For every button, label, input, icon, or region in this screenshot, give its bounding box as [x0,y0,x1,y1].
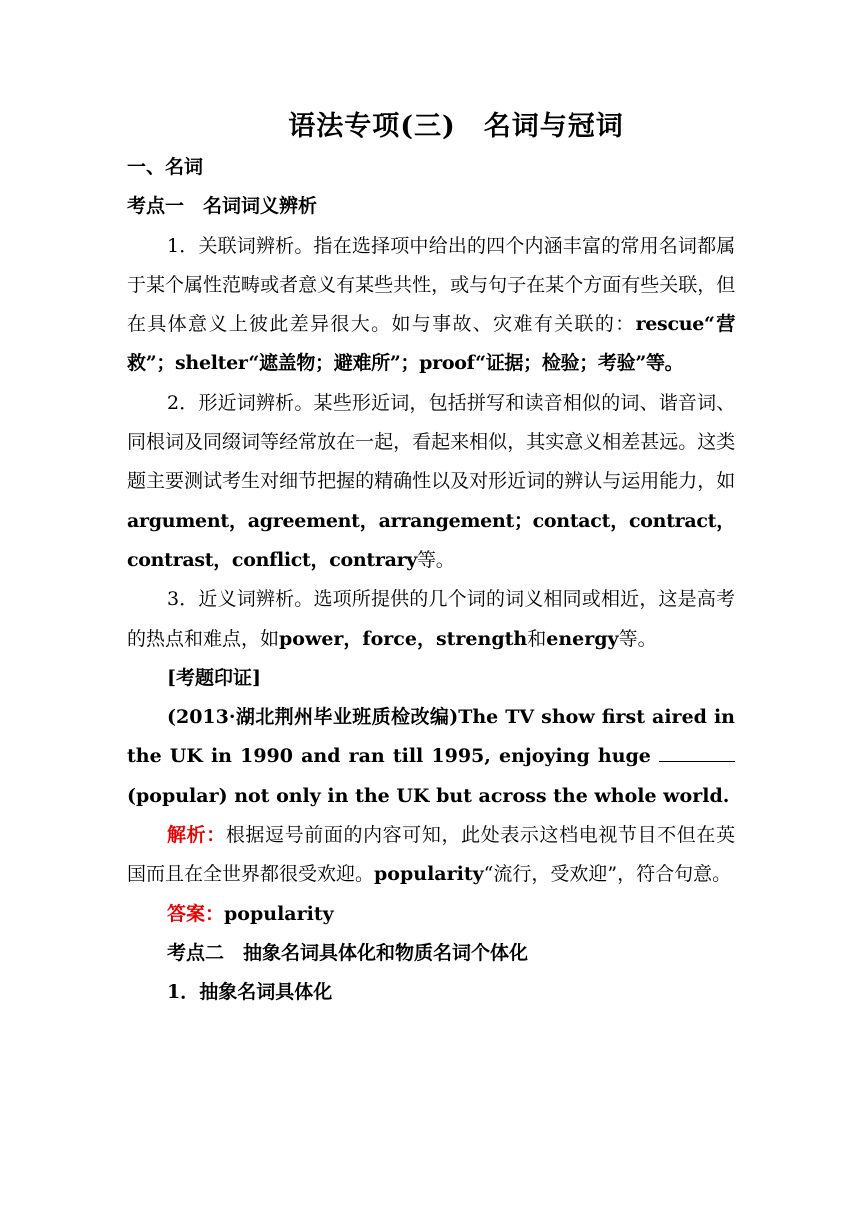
analysis-paragraph [127,816,735,895]
synonyms-and: 和 [527,627,547,650]
similar-form-examples-2: contrast，conflict，contrary [127,548,418,571]
answer-blank [659,747,735,762]
paragraph-similar-form-words [127,384,735,580]
question-text-1: (2013·湖北荆州毕业班质检改编)The TV show first aired in the UK in 1990 and ran till 1995, enjoying huge [127,706,735,768]
synonyms-end: 等。 [618,627,657,650]
subheading-abstract-nouns: 1．抽象名词具体化 [167,981,333,1004]
paragraph-synonyms [127,580,735,659]
section-heading-nouns: 一、名词 [127,156,204,178]
synonyms-examples: power，force，strength [279,627,528,650]
analysis-text-1: 根据逗号前面的内容可知，此处表示这档电视节目不但在英国而且在全世界都很受欢迎。 [127,824,735,886]
question-text-2: (popular) not only in the UK but across the whole world. [127,784,730,807]
paragraph-related-words [127,227,735,384]
answer-paragraph [127,895,735,934]
point-two-heading: 考点二 抽象名词具体化和物质名词个体化 [167,941,529,964]
document-body [127,148,735,1013]
exam-question [127,698,735,816]
answer-value: popularity [224,902,334,925]
answer-label: 答案： [167,902,225,925]
similar-form-examples-1: argument，agreement，arrangement；contact，contract， [127,509,735,532]
page-title: 语法专项(三) 名词与冠词 [288,111,624,142]
synonyms-text: 3．近义词辨析。选项所提供的几个词的词义相同或相近，这是高考的热点和难点，如 [127,588,735,650]
exam-label: [考题印证] [167,666,261,689]
related-words-examples: rescue“营救”；shelter“遮盖物；避难所”；proof“证据；检验；考验”等。 [127,313,736,375]
point-one-heading: 考点一 名词词义辨析 [127,195,318,218]
analysis-word: popularity [374,863,484,886]
similar-form-end: 等。 [417,548,455,571]
related-words-text: 1．关联词辨析。指在选择项中给出的四个内涵丰富的常用名词都属于某个属性范畴或者意义有某些共性，或与句子在某个方面有些关联，但在具体意义上彼此差异很大。如与事故、灾难有关联的： [127,234,735,336]
synonyms-example-energy: energy [546,627,619,650]
analysis-text-2: “流行，受欢迎”，符合句意。 [483,863,732,886]
analysis-label: 解析： [167,824,226,847]
similar-form-text: 2．形近词辨析。某些形近词，包括拼写和读音相似的词、谐音词、同根词及同缀词等经常放在一起，看起来相似，其实意义相差甚远。这类题主要测试考生对细节把握的精确性以及对形近词的辨认与运用能力，如 [127,391,735,493]
